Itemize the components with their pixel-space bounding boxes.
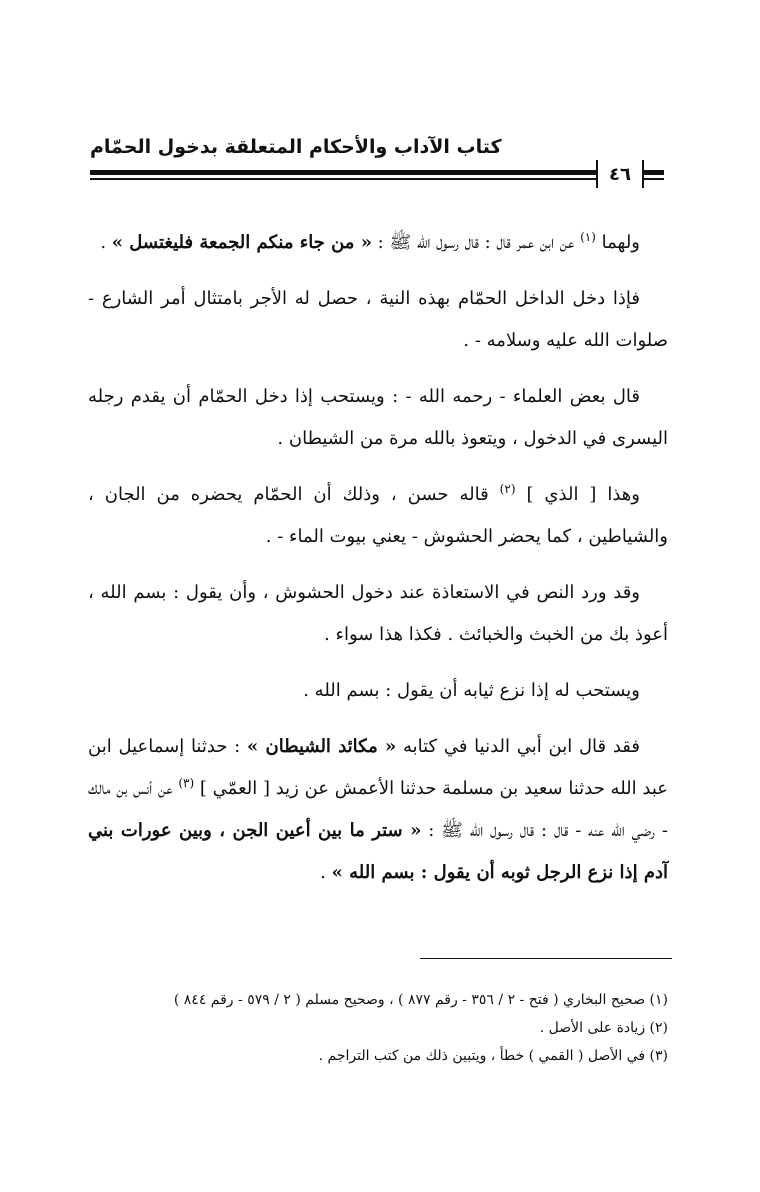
text-run: ولهما (601, 232, 640, 253)
text-run: . (320, 862, 332, 883)
page-header (90, 136, 664, 196)
text-run: فإذا دخل الداخل الحمّام بهذه النية ، حصل له الأجر بامتثال أمر الشارع - صلوات الله عليه وسلامه - . (88, 288, 668, 351)
paragraph-1 (88, 222, 668, 264)
book-title: كتاب الآداب والأحكام المتعلقة بدخول الحمّام (90, 136, 502, 158)
text-run: . (100, 232, 112, 253)
text-run: : حدثنا إسماعيل ابن عبد الله حدثنا سعيد بن مسلمة حدثنا الأعمش عن زيد [ العمّي ] (88, 736, 668, 799)
text-run: وهذا [ الذي ] (526, 484, 640, 505)
footnotes (88, 986, 668, 1070)
footnote-ref-3: (٣) (178, 776, 195, 790)
paragraph-6 (88, 670, 668, 712)
hadith-quote: « ستر ما بين أعين الجن ، وبين عورات بني آدم إذا نزع الرجل ثوبه أن يقول : بسم الله » (88, 820, 668, 883)
footnote-ref-1: (١) (580, 230, 596, 244)
paragraph-2 (88, 278, 668, 362)
header-rule-thick (90, 170, 664, 175)
footnote-3: (٣) في الأصل ( القمي ) خطأ ، ويتبين ذلك من كتب التراجم . (318, 1048, 668, 1064)
text-run: ويستحب له إذا نزع ثيابه أن يقول : بسم الله . (303, 680, 640, 701)
text-run: وقد ورد النص في الاستعاذة عند دخول الحشوش ، وأن يقول : بسم الله ، أعوذ بك من الخبث والخبائث . فكذا هذا سواء . (88, 582, 668, 645)
text-run: قاله حسن ، وذلك أن الحمّام يحضره من الجان ، والشياطين ، كما يحضر الحشوش - يعني بيوت الماء - . (88, 484, 668, 547)
footnote-divider (420, 958, 672, 959)
text-run: فقد قال ابن أبي الدنيا في كتابه (396, 736, 640, 757)
text-run: قال بعض العلماء - رحمه الله - : ويستحب إذا دخل الحمّام أن يقدم رجله اليسرى في الدخول ، ويتعوذ بالله مرة من الشيطان . (88, 386, 668, 449)
paragraph-4 (88, 474, 668, 558)
main-text (88, 222, 668, 908)
paragraph-7 (88, 726, 668, 894)
hadith-quote: « من جاء منكم الجمعة فليغتسل » (111, 232, 372, 253)
book-name: « مكائد الشيطان » (246, 736, 397, 757)
paragraph-5 (88, 572, 668, 656)
page-number: ٤٦ (596, 160, 644, 188)
paragraph-3 (88, 376, 668, 460)
footnote-2: (٢) زيادة على الأصل . (539, 1020, 668, 1036)
footnote-1: (١) صحيح البخاري ( فتح - ٢ / ٣٥٦ - رقم ٨٧٧ ) ، وصحيح مسلم ( ٢ / ٥٧٩ - رقم ٨٤٤ ) (173, 992, 668, 1008)
text-run: عن أنس بن مالك - رضي الله عنه - قال : قال رسول الله ﷺ : (88, 778, 668, 841)
text-run: عن ابن عمر قال : قال رسول الله ﷺ : (371, 232, 581, 253)
header-rule-thin (90, 178, 664, 180)
footnote-ref-2: (٢) (499, 482, 516, 496)
